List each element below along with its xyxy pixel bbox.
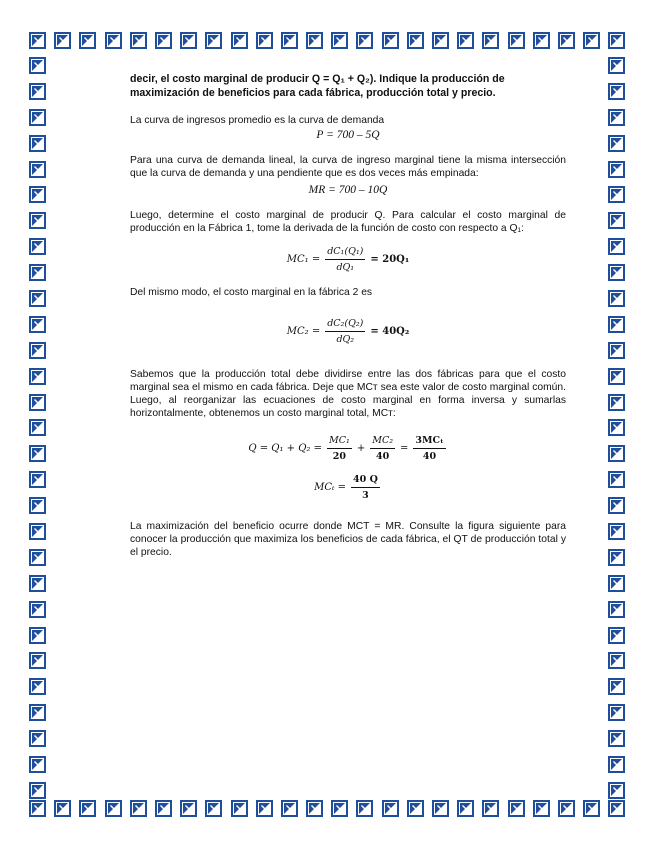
border-tile-icon <box>583 32 600 49</box>
border-tile-icon <box>130 800 147 817</box>
equation-mc2-rhs: = 40Q₂ <box>370 326 410 337</box>
border-tile-icon <box>205 800 222 817</box>
border-tile-icon <box>356 32 373 49</box>
border-tile-icon <box>608 264 625 281</box>
border-tile-icon <box>105 800 122 817</box>
border-tile-icon <box>29 264 46 281</box>
border-tile-icon <box>29 290 46 307</box>
border-tile-icon <box>29 161 46 178</box>
equation-mct-lhs: MCₜ = <box>314 482 347 493</box>
border-tile-icon <box>54 32 71 49</box>
equation-total-marginal-cost <box>130 473 566 502</box>
border-tile-icon <box>558 800 575 817</box>
equation-mct-denominator: 3 <box>362 490 369 501</box>
fraction-2-denominator: 40 <box>376 451 390 462</box>
border-tile-icon <box>29 57 46 74</box>
border-tile-icon <box>306 800 323 817</box>
border-tile-icon <box>29 627 46 644</box>
border-tile-icon <box>331 32 348 49</box>
heading-line-2: maximización de beneficios para cada fábrica, producción total y precio. <box>130 86 496 99</box>
equation-mc2 <box>130 317 566 346</box>
border-tile-icon <box>608 756 625 773</box>
border-tile-icon <box>608 212 625 229</box>
fraction-1-numerator: MC₁ <box>327 434 352 449</box>
border-tile-icon <box>508 800 525 817</box>
equation-mc1-numerator: dC₁(Q₁) <box>325 245 365 260</box>
equation-mc1 <box>130 245 566 274</box>
border-tile-icon <box>356 800 373 817</box>
equation-marginal-revenue: MR = 700 – 10Q <box>308 184 388 196</box>
border-tile-icon <box>29 83 46 100</box>
paragraph-marginal-cost-1: Luego, determine el costo marginal de producir Q. Para calcular el costo marginal de producción en la Fábrica 1, tome la derivada de la función de costo con respecto a Q₁: <box>130 210 566 234</box>
border-tile-icon <box>29 730 46 747</box>
border-tile-icon <box>29 186 46 203</box>
border-tile-icon <box>79 32 96 49</box>
border-tile-icon <box>79 800 96 817</box>
border-tile-icon <box>432 800 449 817</box>
bottom-page-border <box>29 800 625 817</box>
border-tile-icon <box>29 756 46 773</box>
border-tile-icon <box>281 800 298 817</box>
border-tile-icon <box>29 238 46 255</box>
border-tile-icon <box>608 627 625 644</box>
border-tile-icon <box>29 394 46 411</box>
border-tile-icon <box>608 782 625 799</box>
border-tile-icon <box>331 800 348 817</box>
equation-total-quantity-lhs: Q = Q₁ + Q₂ = <box>248 443 323 454</box>
equation-mc1-lhs: MC₁ = <box>286 254 321 265</box>
border-tile-icon <box>29 800 46 817</box>
document-body <box>130 73 566 571</box>
border-tile-icon <box>608 523 625 540</box>
equation-mct-numerator: 40 Q <box>351 473 380 488</box>
border-tile-icon <box>457 32 474 49</box>
left-page-border <box>29 57 46 799</box>
equation-demand: P = 700 – 5Q <box>316 129 380 141</box>
border-tile-icon <box>29 652 46 669</box>
border-tile-icon <box>29 497 46 514</box>
question-heading <box>130 73 566 100</box>
border-tile-icon <box>29 575 46 592</box>
equation-mc2-denominator: dQ₂ <box>336 334 355 345</box>
border-tile-icon <box>608 549 625 566</box>
border-tile-icon <box>29 704 46 721</box>
border-tile-icon <box>180 32 197 49</box>
border-tile-icon <box>155 800 172 817</box>
border-tile-icon <box>382 800 399 817</box>
border-tile-icon <box>608 290 625 307</box>
paragraph-demand: La curva de ingresos promedio es la curva de demanda <box>130 115 385 126</box>
border-tile-icon <box>608 419 625 436</box>
border-tile-icon <box>533 800 550 817</box>
border-tile-icon <box>29 342 46 359</box>
border-tile-icon <box>482 32 499 49</box>
border-tile-icon <box>608 135 625 152</box>
equals-sign: = <box>400 443 409 454</box>
border-tile-icon <box>608 161 625 178</box>
border-tile-icon <box>29 109 46 126</box>
heading-line-1: decir, el costo marginal de producir Q = Q₁ + Q₂). Indique la producción de <box>130 73 505 85</box>
border-tile-icon <box>533 32 550 49</box>
border-tile-icon <box>54 800 71 817</box>
border-tile-icon <box>180 800 197 817</box>
border-tile-icon <box>29 782 46 799</box>
border-tile-icon <box>608 471 625 488</box>
border-tile-icon <box>29 419 46 436</box>
top-page-border <box>29 32 625 49</box>
border-tile-icon <box>382 32 399 49</box>
equation-mc2-lhs: MC₂ = <box>286 326 321 337</box>
border-tile-icon <box>608 652 625 669</box>
border-tile-icon <box>29 445 46 462</box>
border-tile-icon <box>608 601 625 618</box>
border-tile-icon <box>29 523 46 540</box>
border-tile-icon <box>608 316 625 333</box>
equation-mc1-rhs: = 20Q₁ <box>370 254 410 265</box>
fraction-3-numerator: 3MCₜ <box>413 434 445 449</box>
paragraph-total-marginal-cost: Sabemos que la producción total debe dividirse entre las dos fábricas para que el costo marginal sea el mismo en cada fábrica. Deje que MCᴛ sea este valor de costo marginal común. Luego, al reorganizar las ecuaciones de costo marginal en forma inversa y sumarlas horizontalmente, obtenemos un costo marginal total, MCᴛ: <box>130 369 566 419</box>
right-page-border <box>608 57 625 799</box>
border-tile-icon <box>256 32 273 49</box>
border-tile-icon <box>608 704 625 721</box>
border-tile-icon <box>29 368 46 385</box>
border-tile-icon <box>558 32 575 49</box>
border-tile-icon <box>608 57 625 74</box>
fraction-3-denominator: 40 <box>422 451 437 462</box>
border-tile-icon <box>608 394 625 411</box>
border-tile-icon <box>432 32 449 49</box>
border-tile-icon <box>29 135 46 152</box>
border-tile-icon <box>608 445 625 462</box>
border-tile-icon <box>608 32 625 49</box>
border-tile-icon <box>306 32 323 49</box>
border-tile-icon <box>608 83 625 100</box>
border-tile-icon <box>457 800 474 817</box>
paragraph-marginal-cost-2: Del mismo modo, el costo marginal en la fábrica 2 es <box>130 287 373 298</box>
border-tile-icon <box>608 109 625 126</box>
border-tile-icon <box>583 800 600 817</box>
border-tile-icon <box>29 316 46 333</box>
equation-total-quantity <box>130 434 566 463</box>
fraction-1-denominator: 20 <box>332 451 347 462</box>
border-tile-icon <box>105 32 122 49</box>
border-tile-icon <box>608 368 625 385</box>
border-tile-icon <box>205 32 222 49</box>
border-tile-icon <box>256 800 273 817</box>
equation-mc2-numerator: dC₂(Q₂) <box>325 317 365 332</box>
border-tile-icon <box>29 678 46 695</box>
border-tile-icon <box>29 212 46 229</box>
fraction-2-numerator: MC₂ <box>370 434 395 449</box>
border-tile-icon <box>29 471 46 488</box>
border-tile-icon <box>608 186 625 203</box>
border-tile-icon <box>608 678 625 695</box>
border-tile-icon <box>608 238 625 255</box>
border-tile-icon <box>231 800 248 817</box>
border-tile-icon <box>608 730 625 747</box>
equation-mc1-denominator: dQ₁ <box>336 262 355 273</box>
border-tile-icon <box>508 32 525 49</box>
border-tile-icon <box>608 342 625 359</box>
border-tile-icon <box>155 32 172 49</box>
border-tile-icon <box>130 32 147 49</box>
plus-sign: + <box>356 443 366 454</box>
border-tile-icon <box>407 32 424 49</box>
paragraph-profit-maximization: La maximización del beneficio ocurre donde MCT = MR. Consulte la figura siguiente para conocer la producción que maximiza los beneficios de cada fábrica, el QT de producción total y el precio. <box>130 521 566 558</box>
border-tile-icon <box>29 32 46 49</box>
border-tile-icon <box>482 800 499 817</box>
border-tile-icon <box>29 601 46 618</box>
border-tile-icon <box>608 800 625 817</box>
border-tile-icon <box>29 549 46 566</box>
border-tile-icon <box>231 32 248 49</box>
border-tile-icon <box>608 575 625 592</box>
border-tile-icon <box>281 32 298 49</box>
border-tile-icon <box>407 800 424 817</box>
paragraph-marginal-revenue: Para una curva de demanda lineal, la curva de ingreso marginal tiene la misma intersección que la curva de demanda y una pendiente que es dos veces más empinada: <box>130 155 566 179</box>
border-tile-icon <box>608 497 625 514</box>
